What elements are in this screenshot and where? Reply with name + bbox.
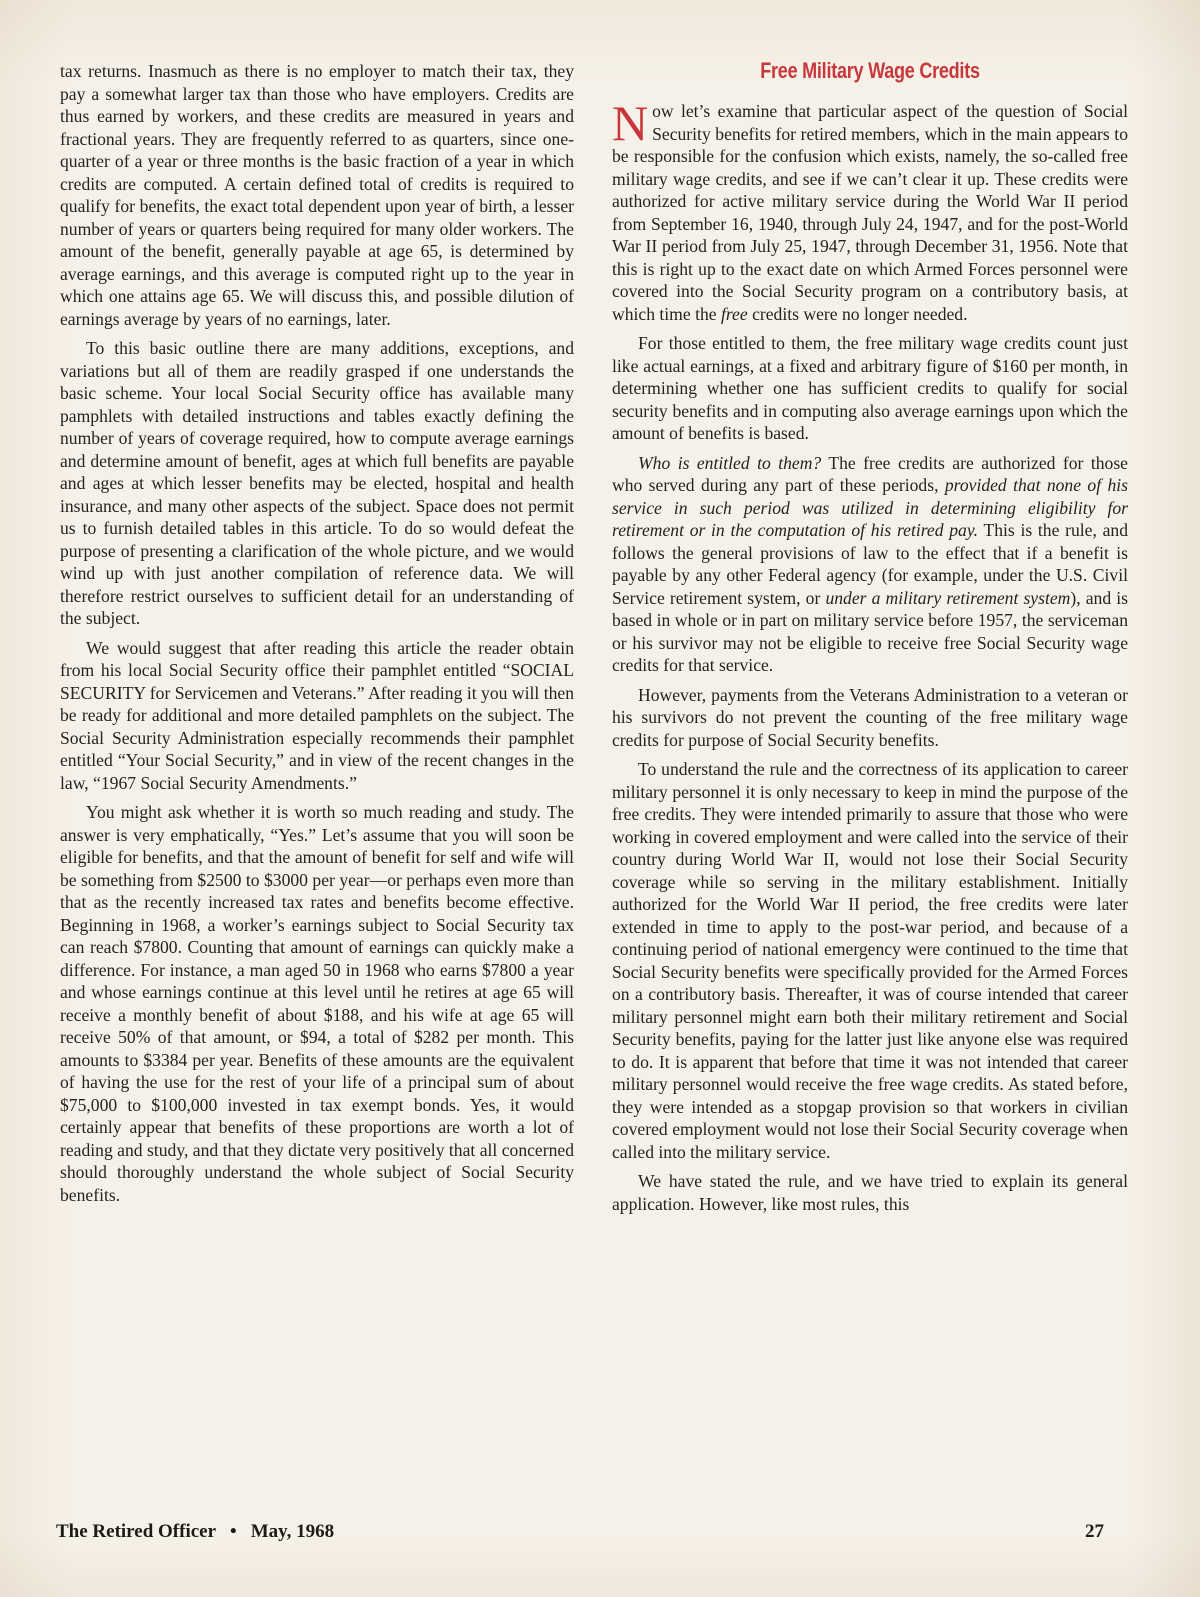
right-paragraph-6: We have stated the rule, and we have tried to explain its general application. However, like most rules, this (612, 1171, 1128, 1214)
right-paragraph-2: For those entitled to them, the free military wage credits count just like actual earnings, at a fixed and arbitrary figure of $160 per month, in determining whether one has sufficient credits to qualify for social security benefits and in computing also average earnings upon which the amount of benefits is based. (612, 333, 1128, 443)
right-paragraph-3-part-e: ), and is based in whole or in part on military service before 1957, the serviceman or his survivor may not be eligible to receive free Social Security wage credits for that service. (612, 587, 1128, 675)
drop-cap: N (612, 95, 649, 151)
right-paragraph-1-italic: free (720, 303, 748, 324)
right-paragraph-1 (612, 95, 1128, 325)
bullet-separator: • (230, 1521, 237, 1542)
right-paragraph-5: To understand the rule and the correctness of its application to career military personnel it is only necessary to keep in mind the purpose of the free credits. They were intended primarily to assure that those who were working in covered employment and were called into the service of their country during World War II, would not lose their Social Security coverage while so serving in the military establishment. Initially authorized for the World War II period, the free credits were later extended in time to apply to the post-war period, and because of a continuing period of national emergency were continued to the time that Social Security benefits were specifically provided for the Armed Forces on a contributory basis. Thereafter, it was of course intended that career military personnel might earn both their military retirement and Social Security benefits, paying for the latter just like anyone else was required to do. It is apparent that before that time it was not intended that career military personnel would receive the free wage credits. As stated before, they were intended as a stopgap provision so that workers in civilian covered employment would not lose their Social Security coverage when called into the military service. (612, 759, 1128, 1162)
footer-left (56, 1521, 334, 1543)
left-paragraph-3: We would suggest that after reading this article the reader obtain from his local Social Security office their pamphlet entitled “SOCIAL SECURITY for Servicemen and Veterans.” After reading it you will then be ready for additional and more detailed pamphlets on the subject. The Social Security Administration especially recommends their pamphlet entitled “Your Social Security,” and in view of the recent changes in the law, “1967 Social Security Amendments.” (60, 637, 574, 793)
military-system-italic: under a military retirement system (825, 587, 1071, 608)
right-column (612, 58, 1128, 1222)
right-paragraph-3 (612, 452, 1128, 677)
page-number: 27 (1085, 1521, 1104, 1542)
left-paragraph-2: To this basic outline there are many additions, exceptions, and variations but all of them are readily grasped if one understands the basic scheme. Your local Social Security office has available many pamphlets with detailed instructions and tables exactly defining the number of years of coverage required, how to compute average earnings and determine amount of benefit, ages at which full benefits are payable and ages at which lesser benefits may be elected, hospital and health insurance, and many other aspects of the subject. Space does not permit us to furnish detailed tables in this article. To do so would defeat the purpose of presenting a clarification of the whole picture, and we would wind up with just another compilation of reference data. We will therefore restrict ourselves to sufficient detail for an understanding of the subject. (60, 338, 574, 628)
right-paragraph-1-text: ow let’s examine that particular aspect of the question of Social Security benefits for retired members, which in the main appears to be responsible for the confusion which exists, namely, the so-called free military wage credits, and see if we can’t clear it up. These credits were authorized for active military service during the World War II period from September 16, 1940, through July 24, 1947, and for the post-World War II period from July 25, 1947, through December 31, 1956. Note that this is right up to the exact date on which Armed Forces personnel were covered into the Social Security program on a contributory basis, at which time the (612, 101, 1128, 324)
issue-date: May, 1968 (250, 1521, 335, 1542)
question-italic: Who is entitled to them? (638, 452, 822, 473)
left-column (60, 60, 574, 1213)
right-paragraph-1-end: credits were no longer needed. (752, 303, 968, 324)
right-paragraph-3-part-a: The free credits are authorized for those who served during any part of these periods, (612, 452, 1128, 495)
left-paragraph-1: tax returns. Inasmuch as there is no employer to match their tax, they pay a somewhat larger tax than those who have employers. Credits are thus earned by workers, and these credits are measured in years and fractional years. They are frequently referred to as quarters, since one-quarter of a year or three months is the basic fraction of a year in which credits are computed. A certain defined total of credits is required to qualify for benefits, the exact total dependent upon year of birth, a lesser number of years or quarters being required for many older workers. The amount of the benefit, generally payable at age 65, is determined by average earnings, and this average is computed right up to the year in which one attains age 65. We will discuss this, and possible dilution of earnings average by years of no earnings, later. (60, 61, 574, 329)
publication-name: The Retired Officer (56, 1521, 217, 1542)
right-paragraph-4: However, payments from the Veterans Administration to a veteran or his survivors do not prevent the counting of the free military wage credits for purpose of Social Security benefits. (612, 684, 1128, 750)
left-paragraph-4: You might ask whether it is worth so much reading and study. The answer is very emphatically, “Yes.” Let’s assume that you will soon be eligible for benefits, and that the amount of benefit for self and wife will be something from $2500 to $3000 per year—or perhaps even more than that as the recently increased tax rates and benefits become effective. Beginning in 1968, a worker’s earnings subject to Social Security tax can reach $7800. Counting that amount of earnings can quickly make a difference. For instance, a man aged 50 in 1968 who earns $7800 a year and whose earnings continue at this level until he retires at age 65 will receive a monthly benefit of about $188, and his wife at age 65 will receive 50% of that amount, or $94, a total of $282 per month. This amounts to $3384 per year. Benefits of these amounts are the equivalent of having the use for the rest of your life of a principal sum of about $75,000 to $100,000 invested in tax exempt bonds. Yes, it would certainly appear that benefits of these proportions are worth a lot of reading and study, and that they dictate very positively that all concerned should thoroughly understand the whole subject of Social Security benefits. (60, 802, 574, 1205)
section-heading: Free Military Wage Credits (760, 58, 980, 83)
proviso-italic: provided that none of his service in such period was utilized in determining eligibility for retirement or in the computation of his retired pay. (612, 475, 1128, 540)
right-paragraph-3-part-c: This is the rule, and follows the general provisions of law to the effect that if a benefit is payable by any other Federal agency (for example, under the U.S. Civil Service retirement system, or (612, 520, 1128, 608)
